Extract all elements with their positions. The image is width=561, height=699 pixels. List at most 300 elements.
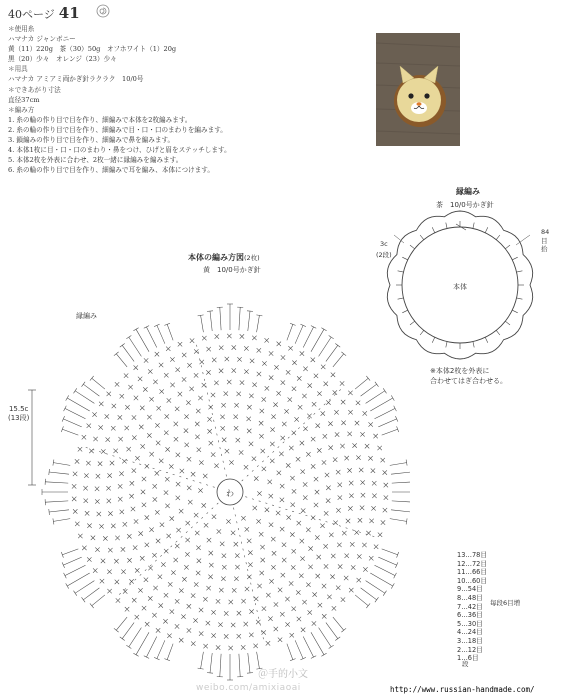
stitch-mark <box>123 522 127 526</box>
stitch-mark <box>196 546 200 550</box>
stitch-mark <box>45 501 68 502</box>
border-tick <box>473 342 474 348</box>
stitch-mark <box>207 417 211 421</box>
stitch-mark <box>200 360 204 364</box>
stitch-mark <box>269 351 273 355</box>
info-line: ハマナカ アミアミ両かぎ針ラクラク 10/0号 <box>8 75 144 84</box>
stitch-mark <box>234 403 238 407</box>
stitch-mark <box>315 490 319 494</box>
stitch-mark <box>235 553 239 557</box>
stitch-mark <box>384 483 388 487</box>
stitch-mark <box>229 460 233 464</box>
stitch-mark <box>378 533 382 537</box>
stitch-mark <box>262 630 266 634</box>
stitch-mark <box>342 531 346 535</box>
stitch-mark <box>64 573 67 578</box>
stitch-mark <box>362 543 366 547</box>
stitch-mark <box>210 653 212 673</box>
stitch-mark <box>106 486 110 490</box>
stitch-mark <box>170 516 174 520</box>
stitch-mark <box>245 527 249 531</box>
stitch-mark <box>164 593 168 597</box>
stitch-mark <box>331 373 335 377</box>
stitch-mark <box>338 483 342 487</box>
stitch-mark <box>152 553 156 557</box>
stitch-mark <box>348 410 352 414</box>
stitch-mark <box>333 457 337 461</box>
stitch-mark <box>248 562 252 566</box>
stitch-mark <box>167 634 171 638</box>
stitch-mark <box>302 394 306 398</box>
stitch-mark <box>358 518 362 522</box>
stitch-mark <box>124 373 128 377</box>
stitch-mark <box>382 549 398 555</box>
stitch-mark <box>266 641 270 645</box>
stitch-mark <box>228 646 232 650</box>
stitch-mark <box>139 425 143 429</box>
stitch-mark <box>247 405 251 409</box>
stitch-mark <box>237 634 241 638</box>
stitch-mark <box>187 486 191 490</box>
stitch-mark <box>316 574 320 578</box>
stitch-mark <box>185 538 189 542</box>
stitch-mark <box>341 400 345 404</box>
stitch-mark <box>268 616 272 620</box>
stitch-mark <box>244 346 248 350</box>
stitch-mark <box>327 595 331 599</box>
stitch-mark <box>130 481 134 485</box>
stitch-mark <box>78 534 82 538</box>
stitch-mark <box>355 421 359 425</box>
stitch-mark <box>359 468 363 472</box>
stitch-mark <box>277 342 281 346</box>
stitch-mark <box>174 437 178 441</box>
stitch-mark <box>156 628 160 632</box>
stitch-mark <box>360 480 364 484</box>
stitch-mark <box>248 653 250 673</box>
info-line: 黒（20）少々 オレンジ（23）少々 <box>8 55 117 64</box>
stitch-mark <box>99 402 103 406</box>
stitch-mark <box>160 523 164 527</box>
stitch-mark <box>197 559 201 563</box>
stitch-mark <box>203 644 207 648</box>
stitch-mark <box>194 582 198 586</box>
height-value: 15.5c <box>8 405 29 413</box>
stitch-mark <box>84 499 88 503</box>
stitch-mark <box>244 369 248 373</box>
stitch-mark <box>344 576 348 580</box>
stitch-mark <box>382 429 398 435</box>
stitch-mark <box>326 498 330 502</box>
stitch-mark <box>118 497 122 501</box>
stitch-mark <box>316 423 320 427</box>
instructions-block <box>8 24 338 175</box>
stitch-mark <box>191 593 195 597</box>
stitch-mark <box>390 463 407 466</box>
stitch-mark <box>236 438 240 442</box>
border-note <box>430 366 507 386</box>
stitch-mark <box>312 621 316 625</box>
stitch-mark <box>133 328 138 331</box>
stitch-mark <box>218 622 222 626</box>
stitch-mark <box>249 394 253 398</box>
border-label-right: 84 <box>541 228 550 236</box>
stitch-mark <box>126 447 130 451</box>
legend-footer: 段 <box>462 660 469 668</box>
stitch-mark <box>122 623 134 639</box>
stitch-mark <box>107 473 111 477</box>
stitch-mark <box>282 558 286 562</box>
stitch-mark <box>156 406 160 410</box>
stitch-mark <box>159 459 163 463</box>
stitch-mark <box>340 381 344 385</box>
info-line: 1. 糸の輪の作り目で目を作り、細編みで本体を2枚編みます。 <box>8 115 192 124</box>
stitch-mark <box>373 434 377 438</box>
stitch-mark <box>297 376 301 380</box>
stitch-mark <box>234 577 238 581</box>
watermark-weibo: weibo.com/amixiaoai <box>196 683 301 693</box>
page-header <box>8 4 80 22</box>
stitch-mark <box>186 400 190 404</box>
stitch-mark <box>216 599 220 603</box>
stitch-mark <box>279 452 283 456</box>
stitch-mark <box>170 383 174 387</box>
stitch-mark <box>232 345 236 349</box>
stitch-mark <box>268 480 272 484</box>
product-photo <box>376 33 460 146</box>
stitch-mark <box>292 360 296 364</box>
stitch-mark <box>245 497 378 538</box>
stitch-mark <box>134 396 138 400</box>
stitch-mark <box>297 521 301 525</box>
stitch-mark <box>303 327 313 348</box>
stitch-mark <box>107 392 111 396</box>
stitch-mark <box>381 520 385 524</box>
stitch-mark <box>105 414 109 418</box>
border-note-line: ※本体2枚を外表に <box>430 367 490 375</box>
stitch-mark <box>289 446 293 450</box>
stitch-mark <box>110 461 114 465</box>
stitch-mark <box>82 435 86 439</box>
stitch-mark <box>311 358 315 362</box>
stitch-mark <box>269 523 273 527</box>
row-count-legend <box>457 551 487 663</box>
stitch-mark <box>222 565 226 569</box>
stitch-mark <box>209 441 213 445</box>
stitch-mark <box>82 446 215 487</box>
stitch-mark <box>233 415 237 419</box>
stitch-mark <box>168 582 172 586</box>
stitch-mark <box>90 376 94 381</box>
legend-row: 1…6目 <box>457 654 479 663</box>
border-note-line: 合わせてはぎ合わせる。 <box>430 377 507 385</box>
stitch-mark <box>265 338 269 342</box>
legend-row: 10…60目 <box>457 576 487 585</box>
stitch-mark <box>132 435 136 439</box>
stitch-mark <box>134 365 138 369</box>
stitch-mark <box>348 506 352 510</box>
stitch-mark <box>129 628 142 647</box>
info-line: 直径37cm <box>8 95 40 104</box>
stitch-mark <box>147 433 151 437</box>
stitch-mark <box>248 311 250 331</box>
stitch-mark <box>134 519 138 523</box>
stitch-mark <box>196 409 200 413</box>
info-line: ＊編み方 <box>8 105 35 114</box>
stitch-mark <box>241 599 245 603</box>
stitch-mark <box>141 490 145 494</box>
stitch-mark <box>337 543 341 547</box>
stitch-mark <box>372 494 376 498</box>
stitch-mark <box>357 578 361 582</box>
stitch-mark <box>303 482 307 486</box>
stitch-mark <box>122 345 134 361</box>
stitch-mark <box>67 573 90 586</box>
stitch-mark <box>235 565 239 569</box>
border-tick <box>432 227 435 232</box>
stitch-mark <box>214 464 218 468</box>
stitch-mark <box>269 375 273 379</box>
stitch-mark <box>276 391 280 395</box>
stitch-mark <box>120 344 125 348</box>
stitch-mark <box>245 587 249 591</box>
info-line: ハマナカ ジャンボニー <box>8 35 76 44</box>
stitch-mark <box>72 497 76 501</box>
stitch-mark <box>178 342 182 346</box>
stitch-mark <box>101 559 105 563</box>
stitch-mark <box>324 564 328 568</box>
stitch-mark <box>377 446 381 450</box>
stitch-mark <box>226 519 230 523</box>
stitch-mark <box>87 524 91 528</box>
stitch-mark <box>175 544 179 548</box>
stitch-mark <box>308 383 312 387</box>
stitch-mark <box>311 329 324 352</box>
stitch-mark <box>74 388 77 393</box>
stitch-mark <box>349 588 353 592</box>
stitch-mark <box>392 482 410 483</box>
stitch-mark <box>375 565 396 575</box>
border-tick <box>398 271 404 272</box>
stitch-mark <box>360 506 364 510</box>
stitch-mark <box>118 437 122 441</box>
stitch-mark <box>282 543 286 547</box>
stitch-mark <box>74 591 77 596</box>
stitch-mark <box>333 354 344 367</box>
stitch-mark <box>148 566 152 570</box>
stitch-mark <box>220 415 224 419</box>
stitch-mark <box>306 528 310 532</box>
stitch-mark <box>329 533 333 537</box>
stitch-mark <box>301 628 305 632</box>
stitch-mark <box>107 499 111 503</box>
stitch-mark <box>280 612 284 616</box>
stitch-mark <box>363 567 367 571</box>
stitch-mark <box>158 575 162 579</box>
stitch-mark <box>290 633 294 637</box>
stitch-mark <box>336 586 340 590</box>
stitch-mark <box>329 336 334 339</box>
stitch-mark <box>286 463 290 467</box>
stitch-mark <box>328 446 332 450</box>
stitch-mark <box>234 426 238 430</box>
stitch-mark <box>333 617 344 630</box>
legend-note: 毎段6目増 <box>490 599 521 607</box>
stitch-mark <box>351 565 355 569</box>
stitch-mark <box>225 449 229 453</box>
stitch-mark <box>67 398 90 411</box>
stitch-mark <box>115 382 119 386</box>
stitch-mark <box>323 544 327 548</box>
stitch-mark <box>201 652 204 669</box>
stitch-mark <box>308 546 312 550</box>
stitch-mark <box>184 414 188 418</box>
stitch-mark <box>381 458 385 462</box>
stitch-mark <box>180 469 184 473</box>
stitch-mark <box>217 529 221 533</box>
border-tick <box>446 342 447 348</box>
stitch-mark <box>227 380 231 384</box>
stitch-mark <box>300 441 304 445</box>
stitch-mark <box>198 396 202 400</box>
stitch-mark <box>232 368 236 372</box>
stitch-mark <box>194 373 198 377</box>
stitch-mark <box>171 570 175 574</box>
stitch-mark <box>392 501 410 502</box>
stitch-mark <box>288 397 292 401</box>
stitch-mark <box>372 481 376 485</box>
stitch-mark <box>222 554 226 558</box>
watermark-handle: ＠手的小文 <box>258 669 308 680</box>
stitch-mark <box>210 311 212 331</box>
stitch-mark <box>156 441 160 445</box>
stitch-mark <box>208 575 212 579</box>
stitch-mark <box>45 482 68 483</box>
stitch-mark <box>107 570 111 574</box>
stitch-mark <box>335 344 340 348</box>
stitch-mark <box>169 464 173 468</box>
stitch-mark <box>144 578 148 582</box>
stitch-mark <box>175 599 179 603</box>
stitch-mark <box>383 591 386 596</box>
stitch-mark <box>270 427 274 431</box>
stitch-mark <box>224 634 228 638</box>
stitch-mark <box>222 438 226 442</box>
stitch-mark <box>145 515 149 519</box>
stitch-mark <box>189 387 193 391</box>
watermark-url: http://www.russian-handmade.com/ <box>390 685 535 694</box>
stitch-mark <box>292 387 296 391</box>
stitch-mark <box>49 469 50 475</box>
stitch-mark <box>165 414 169 418</box>
stitch-mark <box>317 391 321 395</box>
stitch-mark <box>146 327 156 348</box>
stitch-mark <box>140 556 144 560</box>
stitch-mark <box>308 565 312 569</box>
stitch-mark <box>209 563 213 567</box>
stitch-mark <box>164 431 168 435</box>
stitch-mark <box>72 484 76 488</box>
stitch-mark <box>383 508 387 512</box>
stitch-mark <box>175 624 179 628</box>
stitch-mark <box>340 444 344 448</box>
stitch-mark <box>176 496 180 500</box>
stitch-mark <box>295 640 303 658</box>
stitch-mark <box>167 644 173 660</box>
stitch-mark <box>329 645 334 648</box>
main-chart-title <box>188 252 260 263</box>
stitch-mark <box>114 559 118 563</box>
stitch-mark <box>231 623 235 627</box>
stitch-mark <box>365 444 369 448</box>
stitch-mark <box>341 597 345 601</box>
stitch-mark <box>135 615 139 619</box>
stitch-mark <box>272 551 276 555</box>
stitch-mark <box>83 384 99 396</box>
legend-row: 13…78目 <box>457 551 487 559</box>
stitch-mark <box>92 595 105 606</box>
stitch-mark <box>64 406 67 411</box>
stitch-mark <box>335 637 340 641</box>
stitch-mark <box>187 604 191 608</box>
stitch-mark <box>334 410 338 414</box>
stitch-mark <box>63 419 81 427</box>
stitch-mark <box>331 554 335 558</box>
stitch-mark <box>206 621 210 625</box>
stitch-mark <box>368 422 372 426</box>
stitch-mark <box>254 597 258 601</box>
stitch-mark <box>219 588 223 592</box>
stitch-mark <box>185 443 189 447</box>
stitch-mark <box>212 358 216 362</box>
stitch-mark <box>271 565 275 569</box>
stitch-mark <box>299 574 303 578</box>
stitch-mark <box>366 581 385 594</box>
stitch-mark <box>176 482 180 486</box>
stitch-mark <box>174 558 178 562</box>
border-tick <box>420 235 424 240</box>
stitch-mark <box>142 503 146 507</box>
stitch-mark <box>95 487 99 491</box>
stitch-mark <box>295 325 303 343</box>
stitch-mark <box>201 315 204 332</box>
border-tick <box>517 298 523 299</box>
stitch-mark <box>92 378 105 389</box>
stitch-mark <box>195 422 199 426</box>
stitch-mark <box>311 464 315 468</box>
stitch-mark <box>350 542 354 546</box>
stitch-mark <box>140 444 144 448</box>
stitch-mark <box>224 391 228 395</box>
border-tick <box>496 330 500 335</box>
stitch-mark <box>154 324 160 327</box>
stitch-mark <box>152 613 156 617</box>
stitch-mark <box>354 530 358 534</box>
stitch-mark <box>281 573 285 577</box>
stitch-mark <box>277 471 281 475</box>
stitch-mark <box>221 403 225 407</box>
stitch-mark <box>391 583 394 588</box>
main-chart-title-suffix: (2枚) <box>244 254 260 262</box>
stitch-mark <box>155 423 159 427</box>
legend-row: 2…12目 <box>457 645 483 654</box>
stitch-mark <box>101 449 105 453</box>
stitch-mark <box>274 365 278 369</box>
stitch-mark <box>159 603 163 607</box>
stitch-mark <box>202 503 206 507</box>
stitch-mark <box>155 352 159 356</box>
stitch-mark <box>184 428 188 432</box>
